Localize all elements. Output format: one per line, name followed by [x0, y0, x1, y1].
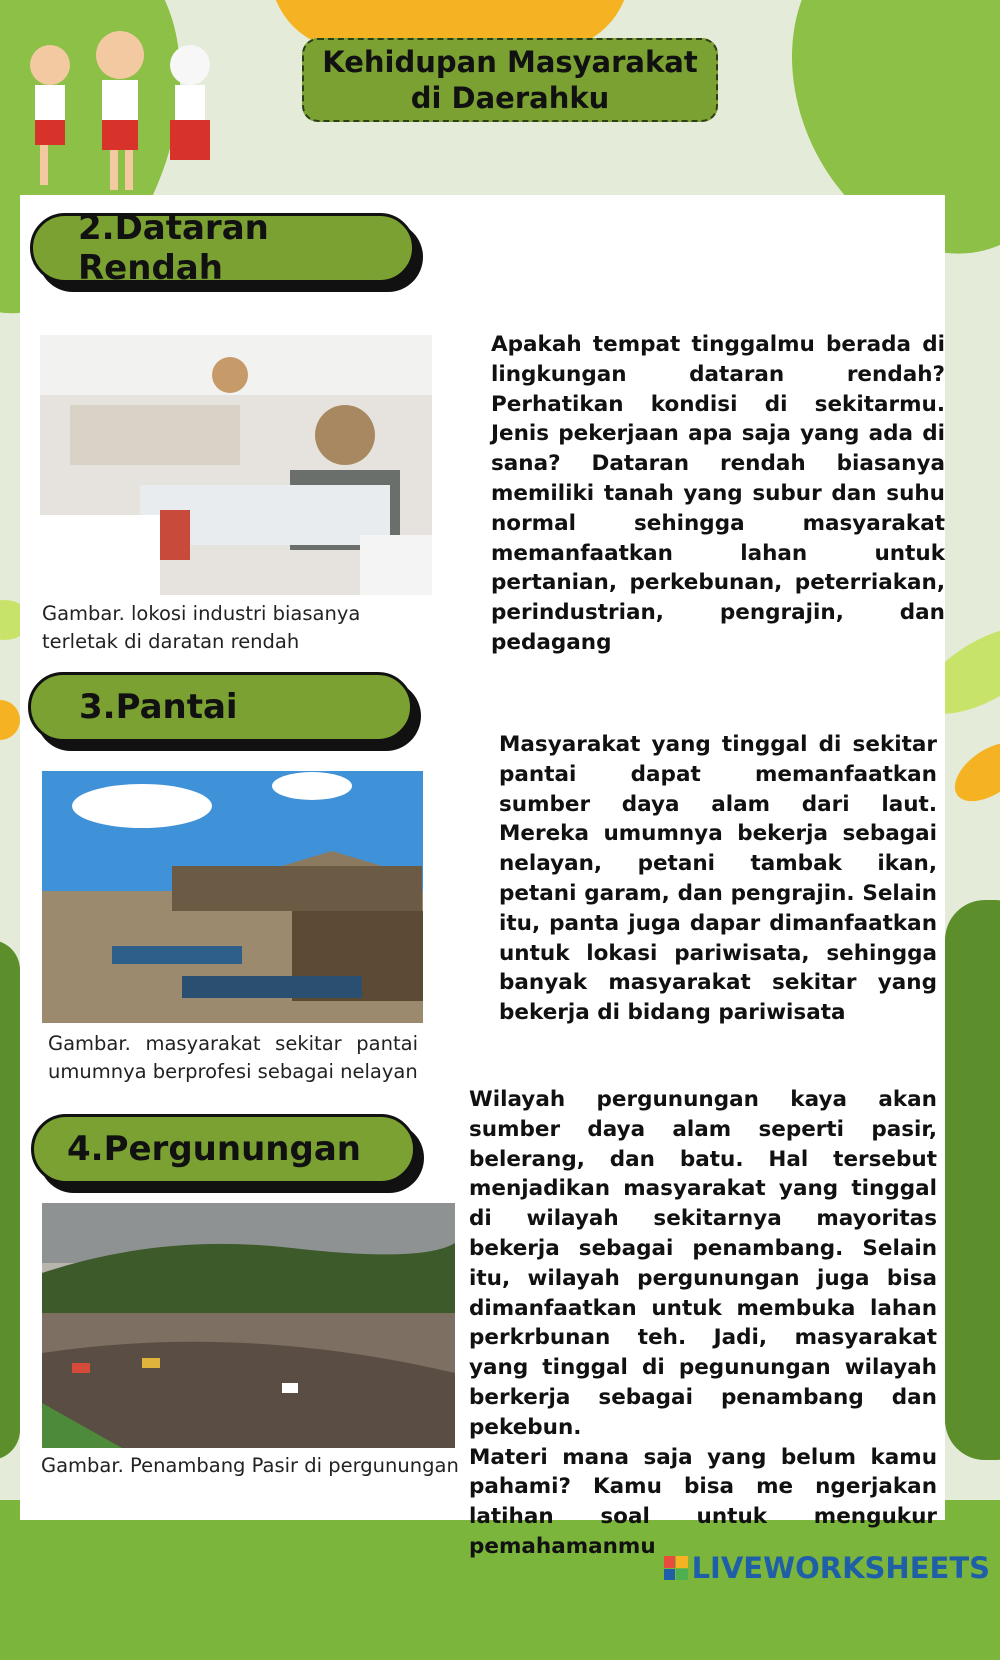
page-title-text: Kehidupan Masyarakat di Daerahku: [322, 45, 698, 115]
section-heading-dataran-rendah: [30, 208, 415, 288]
decor-tree-right: [945, 900, 1000, 1460]
decor-leaf-left-yellow: [0, 700, 20, 740]
kids-illustration: [10, 25, 230, 205]
section-heading-pantai: [28, 672, 413, 742]
page-title: [302, 38, 718, 122]
section-heading-text: 2.Dataran Rendah: [78, 208, 269, 288]
text-pantai: [499, 730, 937, 1028]
caption-dataran-rendah: Gambar. lokosi industri biasanya terletak di daratan rendah: [42, 602, 361, 653]
section-heading-text: 3.Pantai: [79, 687, 238, 727]
photo-fishing-village: [42, 771, 423, 1023]
photo-sand-mining: [42, 1203, 455, 1448]
brand-mark-icon: [664, 1556, 688, 1580]
caption-pantai: Gambar. masyarakat sekitar pantai umumnya berprofesi sebagai nelayan: [48, 1032, 418, 1083]
paragraph-closing: Materi mana saja yang belum kamu pahami? Kamu bisa me ngerjakan latihan soal untuk mengukur pemahamanmu: [469, 1444, 937, 1559]
decor-tree-left: [0, 940, 20, 1460]
paragraph: Wilayah pergunungan kaya akan sumber daya alam seperti pasir, belerang, dan batu. Hal tersebut menjadikan masyarakat yang tinggal di wilayah sekitarnya mayoritas bekerja sebagai penambang. Selain itu, wilayah pergunungan juga bisa dimanfaatkan untuk membuka lahan perkrbunan teh. Jadi, masyarakat yang tinggal di pegunungan wilayah berkerja sebagai penambang dan pekebun.: [469, 1087, 937, 1440]
section-heading-pergunungan: [31, 1114, 416, 1184]
text-dataran-rendah: [491, 330, 945, 658]
decor-leaf-yellow-right: [945, 731, 1000, 813]
text-pergunungan: [469, 1085, 937, 1562]
brand-logo: [664, 1551, 990, 1585]
paragraph: Apakah tempat tinggalmu berada di lingkungan dataran rendah? Perhatikan kondisi di sekitarmu. Jenis pekerjaan apa saja yang ada di sana? Dataran rendah biasanya memiliki tanah yang subur dan suhu normal sehingga masyarakat memanfaatkan lahan untuk pertanian, perkebunan, peterriakan, perindustrian, pengrajin, dan pedagang: [491, 332, 945, 655]
section-heading-text: 4.Pergunungan: [67, 1129, 361, 1169]
brand-text: LIVEWORKSHEETS: [691, 1551, 990, 1585]
caption-pergunungan: Gambar. Penambang Pasir di pergunungan: [41, 1454, 459, 1477]
photo-factory-workers: [40, 335, 432, 595]
paragraph: Masyarakat yang tinggal di sekitar pantai dapat memanfaatkan sumber daya alam dari laut. Mereka umumnya bekerja sebagai nelayan, petani tambak ikan, petani garam, dan pengrajin. Selain itu, panta juga dapar dimanfaatkan untuk lokasi pariwisata, sehingga banyak masyarakat sekitar yang bekerja di bidang pariwisata: [499, 732, 937, 1026]
